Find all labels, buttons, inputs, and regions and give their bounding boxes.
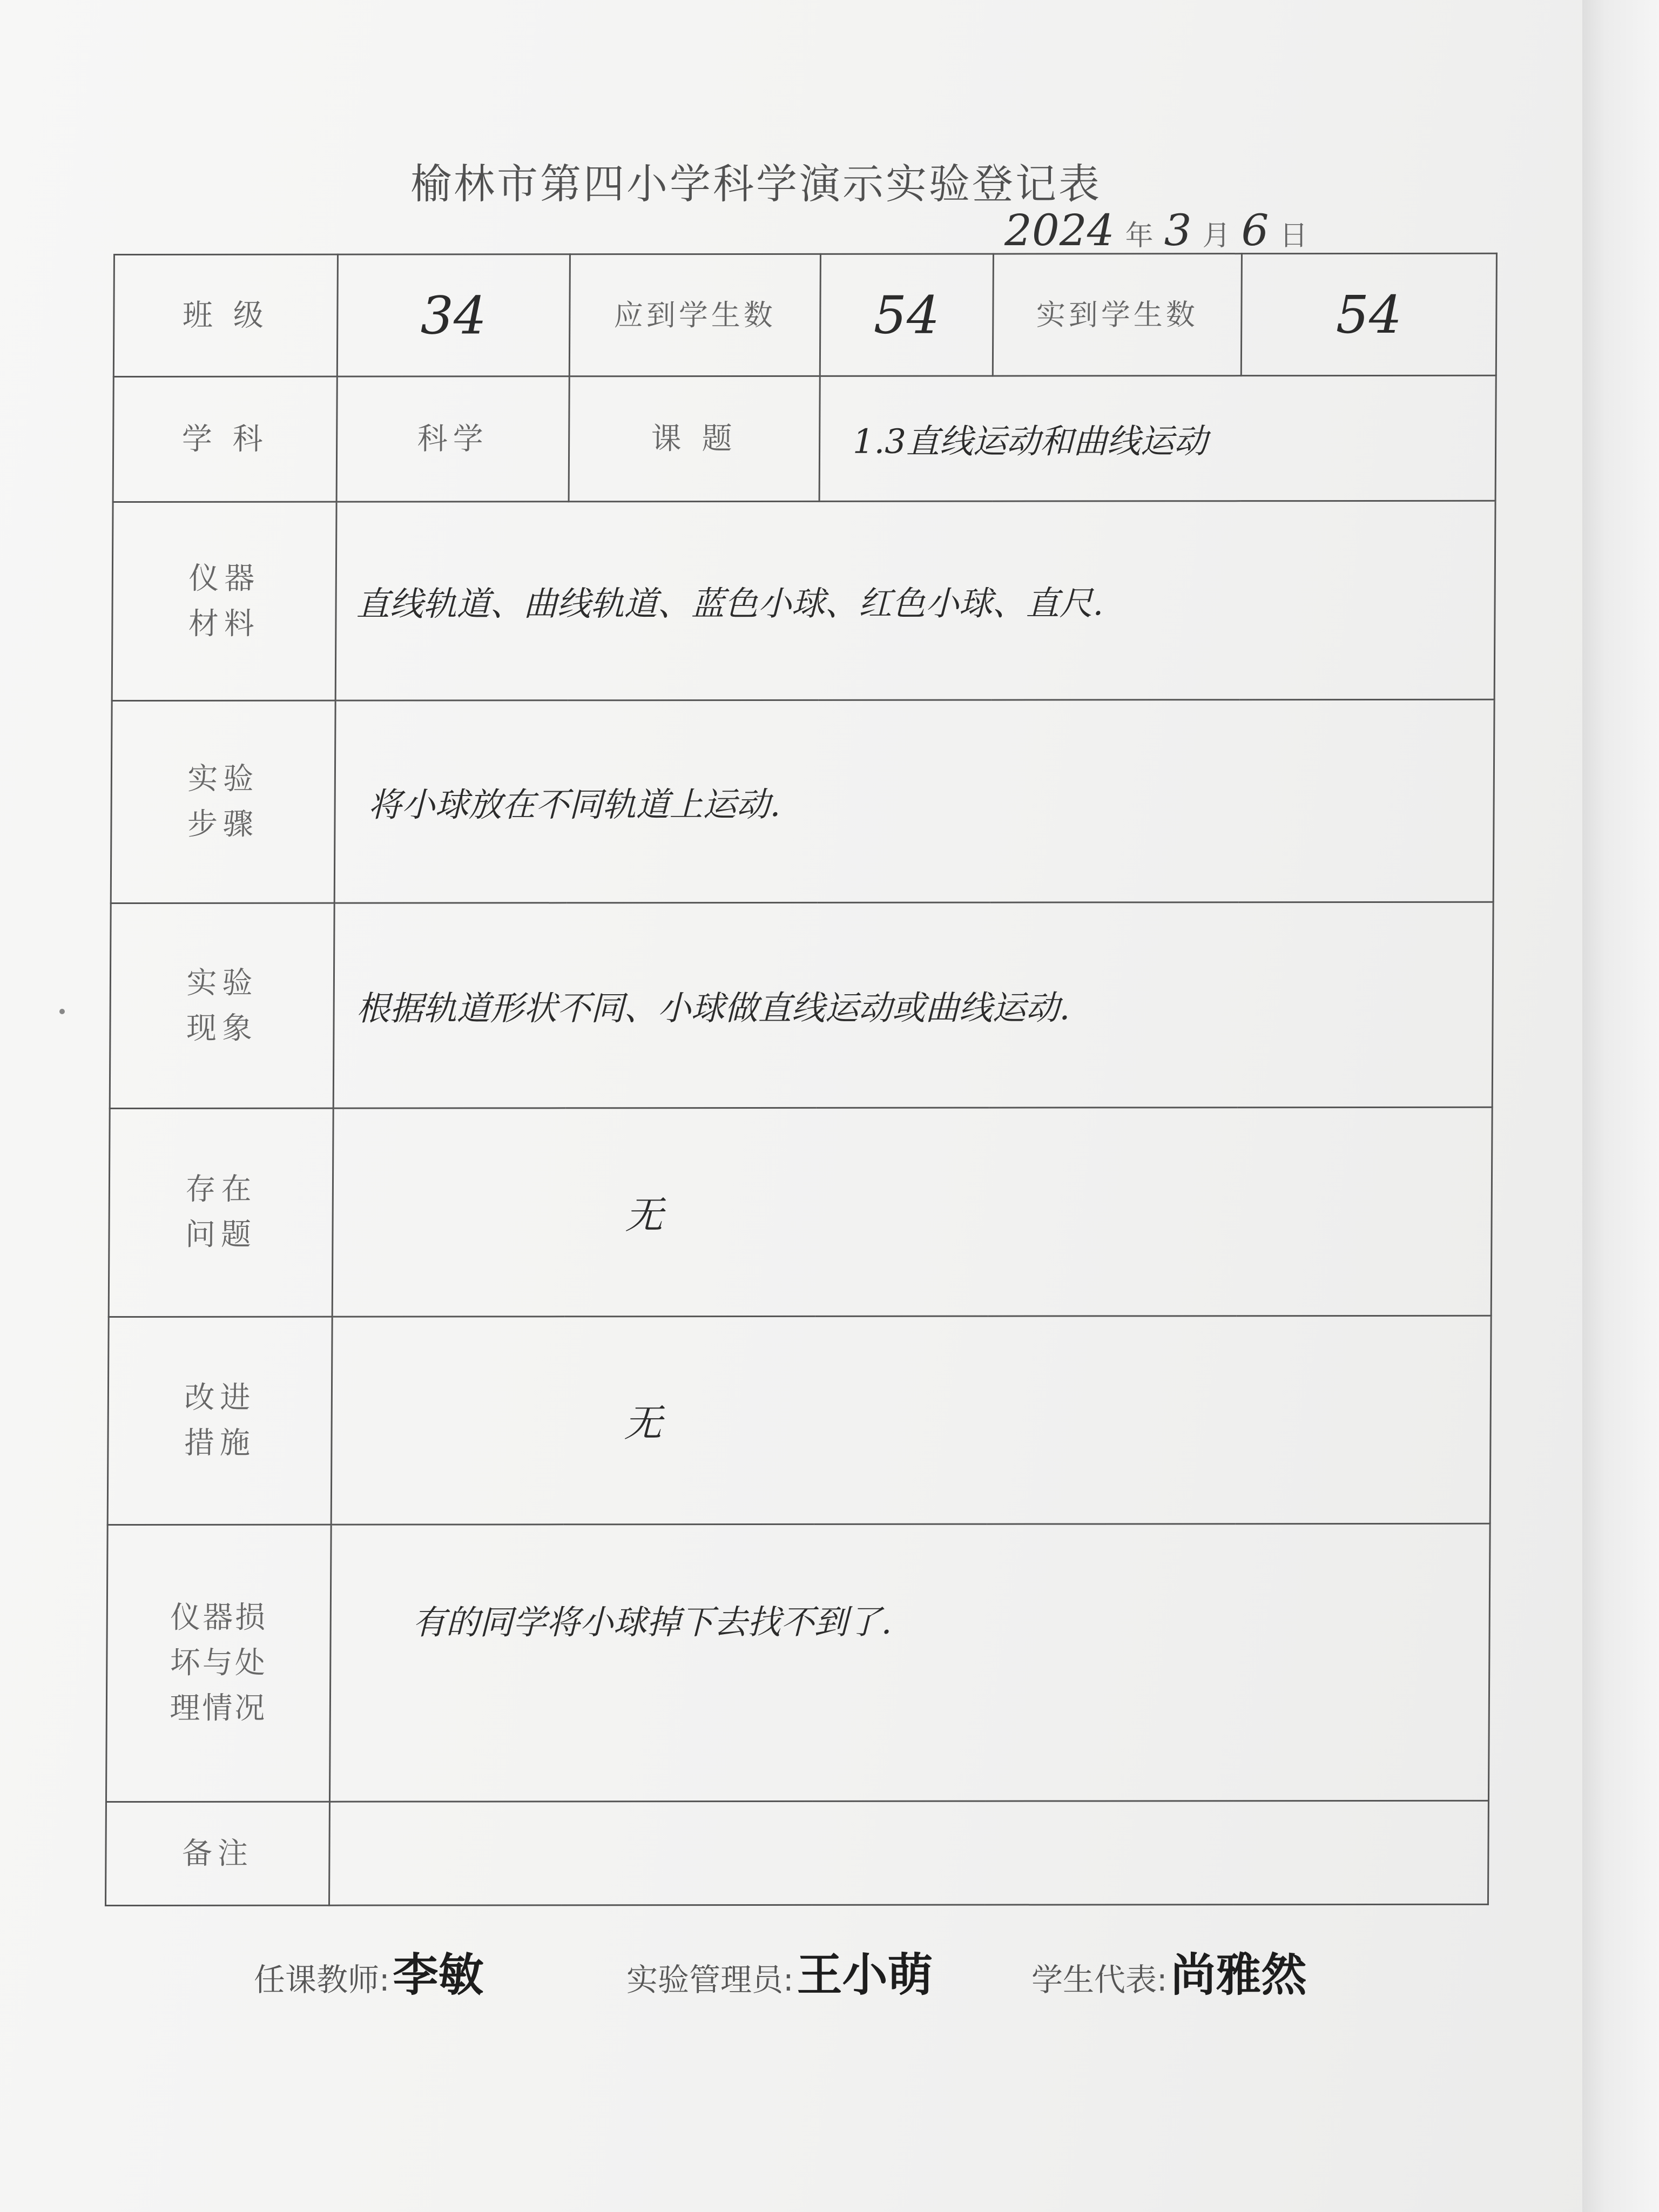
damage-label <box>106 1525 331 1802</box>
student-signature: 尚雅然 <box>1170 1948 1307 2001</box>
row-steps <box>111 699 1494 903</box>
row-subject <box>113 375 1496 502</box>
date-day: 6 <box>1241 205 1269 255</box>
materials-label-line1: 仪器 <box>188 561 260 596</box>
expected-value: 54 <box>820 254 993 376</box>
subject-label: 学 科 <box>113 376 337 502</box>
phenomena-label <box>110 903 334 1109</box>
materials-value: 直线轨道、曲线轨道、蓝色小球、红色小球、直尺. <box>335 501 1495 700</box>
student-label: 学生代表: <box>1031 1961 1168 1998</box>
phenomena-label-line1: 实验 <box>186 965 258 1001</box>
class-label: 班 级 <box>113 254 338 377</box>
row-materials <box>112 501 1495 701</box>
teacher-signature-group <box>254 1939 484 2004</box>
steps-label <box>111 700 335 903</box>
expected-label: 应到学生数 <box>569 254 820 376</box>
day-unit: 日 <box>1279 220 1308 252</box>
date-month: 3 <box>1164 205 1192 255</box>
row-remarks <box>105 1800 1488 1905</box>
row-problems <box>109 1107 1492 1317</box>
actual-value: 54 <box>1241 253 1496 376</box>
underlying-paper-edge <box>1582 0 1659 2212</box>
form-title: 榆林市第四小学科学演示实验登记表 <box>410 160 1102 208</box>
row-class <box>113 253 1496 376</box>
row-improvements <box>107 1316 1491 1525</box>
damage-value: 有的同学将小球掉下去找不到了. <box>329 1524 1490 1802</box>
phenomena-value: 根据轨道形状不同、小球做直线运动或曲线运动. <box>333 902 1493 1108</box>
damage-label-line2: 坏与处 <box>170 1645 268 1681</box>
class-value: 34 <box>337 254 570 377</box>
topic-label: 课 题 <box>569 376 820 502</box>
date-year: 2024 <box>1004 205 1115 255</box>
form-table <box>105 253 1498 1906</box>
steps-value: 将小球放在不同轨道上运动. <box>334 699 1494 903</box>
paper-speck <box>59 1009 65 1014</box>
steps-label-line1: 实验 <box>187 761 259 797</box>
problems-value: 无 <box>332 1107 1492 1317</box>
remarks-value <box>329 1800 1488 1905</box>
actual-label: 实到学生数 <box>993 254 1242 376</box>
registration-form <box>105 253 1496 1906</box>
student-signature-group <box>1031 1939 1307 2004</box>
improvements-value: 无 <box>331 1316 1491 1525</box>
materials-label <box>112 502 336 700</box>
admin-label: 实验管理员: <box>626 1961 794 1998</box>
teacher-signature: 李敏 <box>393 1948 484 2001</box>
topic-value: 1.3直线运动和曲线运动 <box>819 375 1496 501</box>
teacher-label: 任课教师: <box>254 1961 390 1998</box>
improvements-label <box>107 1317 332 1525</box>
improvements-label-line2: 措施 <box>184 1425 256 1461</box>
admin-signature-group <box>626 1939 933 2004</box>
steps-label-line2: 步骤 <box>187 806 259 842</box>
row-phenomena <box>110 902 1493 1109</box>
damage-label-line3: 理情况 <box>170 1690 267 1727</box>
materials-label-line2: 材料 <box>188 606 260 642</box>
damage-label-line1: 仪器损 <box>170 1600 268 1636</box>
subject-value: 科学 <box>336 376 569 502</box>
row-damage <box>106 1524 1490 1802</box>
remarks-label: 备注 <box>105 1802 329 1905</box>
problems-label <box>109 1108 333 1317</box>
admin-signature: 王小萌 <box>797 1948 933 2001</box>
problems-label-line1: 存在 <box>185 1172 257 1208</box>
phenomena-label-line2: 现象 <box>186 1010 258 1046</box>
year-unit: 年 <box>1125 220 1154 252</box>
improvements-label-line1: 改进 <box>184 1380 256 1415</box>
signature-footer <box>254 1939 1388 2004</box>
month-unit: 月 <box>1202 220 1231 252</box>
problems-label-line2: 问题 <box>185 1217 257 1253</box>
